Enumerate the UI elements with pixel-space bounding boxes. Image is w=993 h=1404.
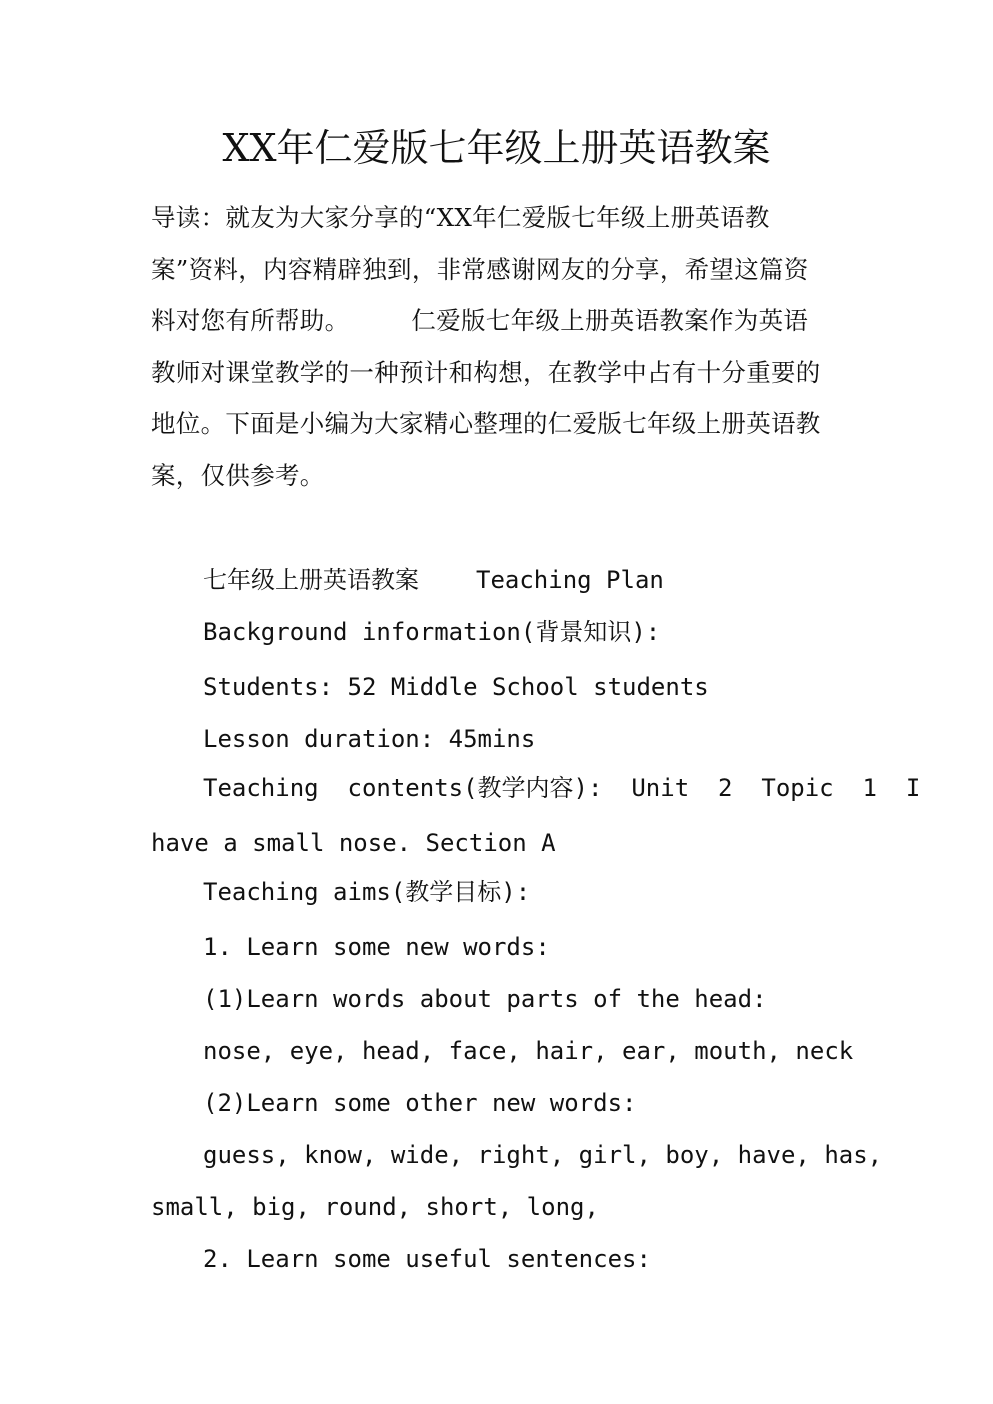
aims-en: Teaching aims( (203, 878, 406, 906)
item-1: 1. Learn some new words: (203, 933, 550, 961)
contents-continuation: have a small nose. Section A (151, 829, 556, 857)
contents-line (203, 771, 920, 805)
duration-line: Lesson duration: 45mins (203, 725, 536, 753)
aims-line (203, 875, 530, 909)
intro-part-2: 仁爱版七年级上册英语教案作为英语教师对课堂教学的一种预计和构想，在教学中占有十分重要的地位。下面是小编为大家精心整理的仁爱版七年级上册英语教案，仅供参考。 (151, 306, 821, 490)
words-head-parts: nose, eye, head, face, hair, ear, mouth, neck (203, 1037, 854, 1065)
plan-heading (203, 563, 664, 597)
background-line (203, 615, 660, 649)
words-other-a: guess, know, wide, right, girl, boy, have, has, (203, 1141, 883, 1169)
contents-rest: ): Unit 2 Topic 1 I (573, 774, 921, 802)
words-other-b: small, big, round, short, long, (151, 1193, 599, 1221)
aims-end: ): (501, 878, 531, 906)
aims-cn: 教学目标 (405, 878, 502, 906)
background-cn: 背景知识 (535, 618, 632, 646)
plan-heading-en: Teaching Plan (476, 566, 664, 594)
item-1-1: (1)Learn words about parts of the head: (203, 985, 767, 1013)
intro-part-1: 导读：就友为大家分享的“XX年仁爱版七年级上册英语教案”资料，内容精辟独到，非常感谢网友的分享，希望这篇资料对您有所帮助。 (151, 203, 809, 336)
document-title: XX年仁爱版七年级上册英语教案 (222, 126, 771, 170)
item-2: 2. Learn some useful sentences: (203, 1245, 651, 1273)
background-en: Background information( (203, 618, 536, 646)
contents-en: Teaching contents( (203, 774, 478, 802)
plan-heading-cn: 七年级上册英语教案 (203, 566, 419, 594)
contents-cn: 教学内容 (477, 774, 574, 802)
students-line: Students: 52 Middle School students (203, 673, 709, 701)
background-end: ): (631, 618, 661, 646)
intro-paragraph (151, 192, 831, 502)
item-1-2: (2)Learn some other new words: (203, 1089, 637, 1117)
